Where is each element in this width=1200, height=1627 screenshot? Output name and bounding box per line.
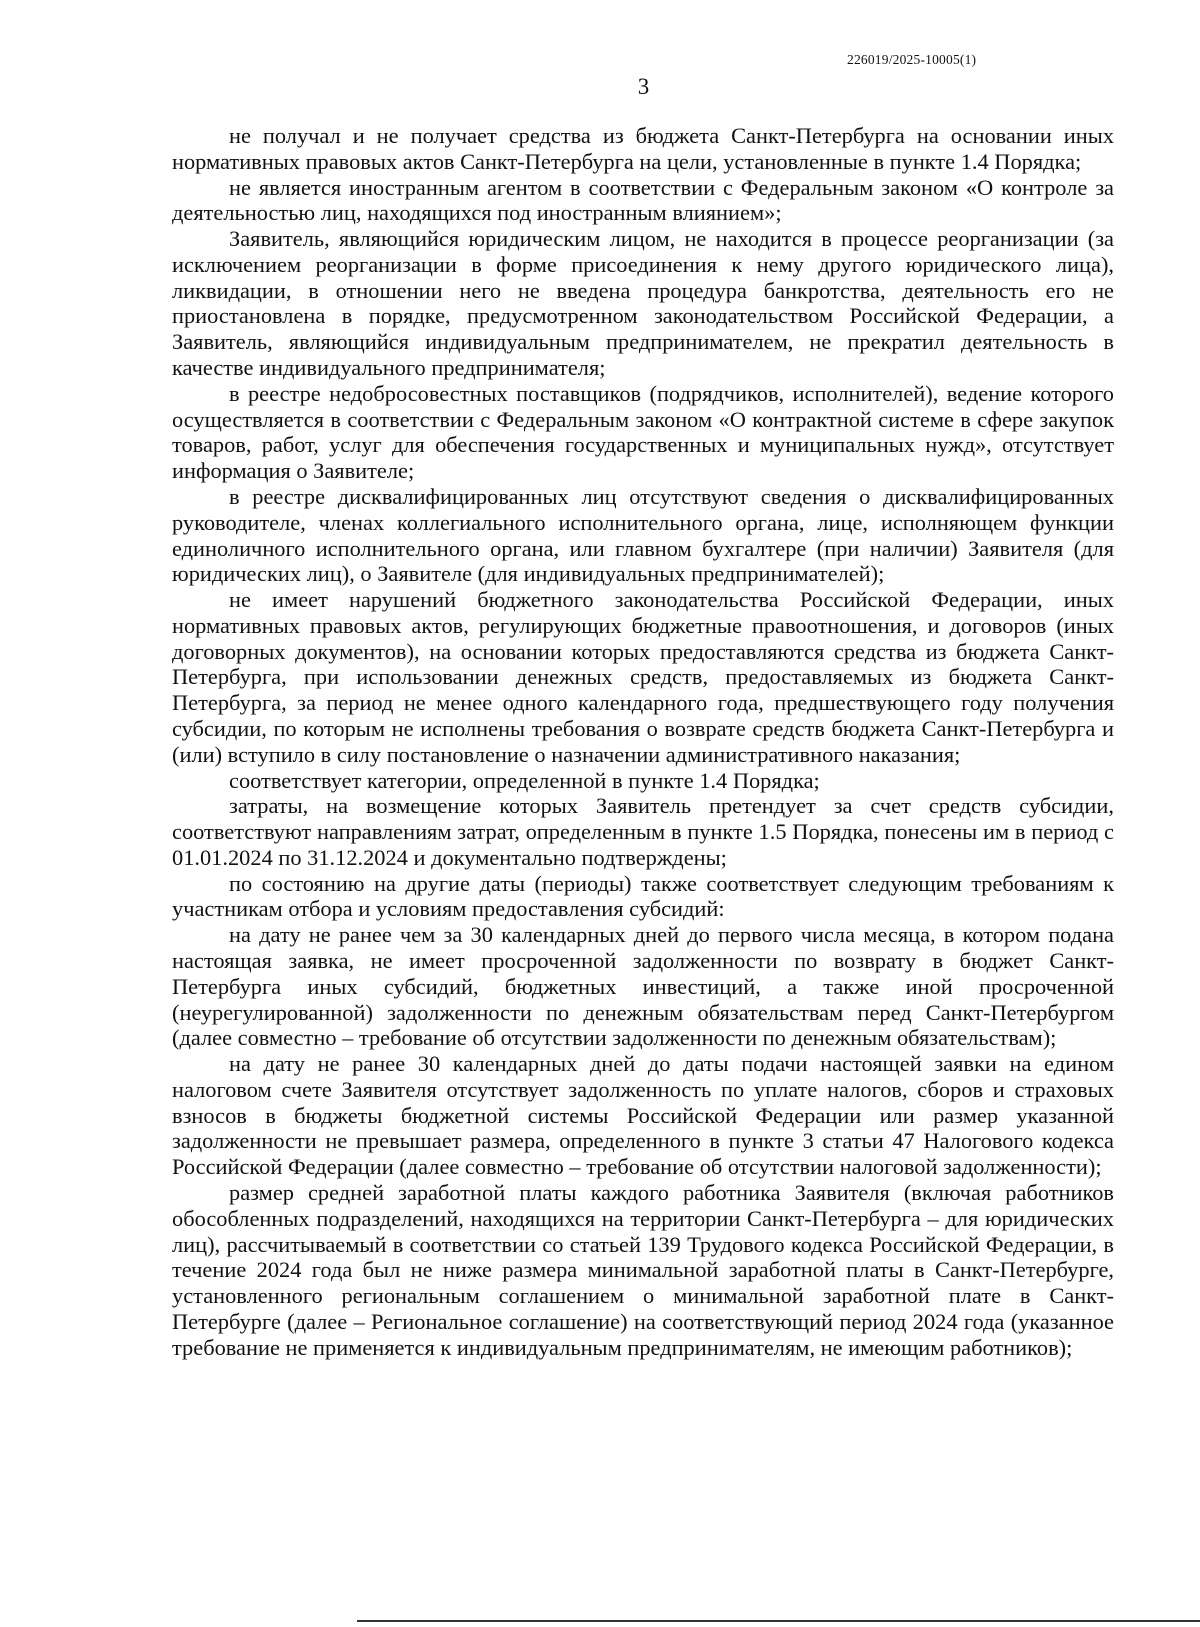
paragraph: в реестре дисквалифицированных лиц отсутствуют сведения о дисквалифицированных руководителе, членах коллегиального исполнительного органа, лице, исполняющем функции единоличного исполнительного органа, или главном бухгалтере (при наличии) Заявителя (для юридических лиц), о Заявителе (для индивидуальных предпринимателей); xyxy=(172,483,1114,587)
paragraph: не является иностранным агентом в соответствии с Федеральным законом «О контроле за деятельностью лиц, находящихся под иностранным влиянием»; xyxy=(172,174,1114,226)
paragraph: соответствует категории, определенной в пункте 1.4 Порядка; xyxy=(229,767,820,793)
paragraph: на дату не ранее чем за 30 календарных дней до первого числа месяца, в котором подана настоящая заявка, не имеет просроченной задолженности по возврату в бюджет Санкт-Петербурга иных субсидий, бюджетных инвестиций, а также иной просроченной (неурегулированной) задолженности по денежным обязательствам перед Санкт-Петербургом (далее совместно – требование об отсутствии задолженности по денежным обязательствам); xyxy=(172,922,1114,1051)
paragraph: не получал и не получает средства из бюджета Санкт-Петербурга на основании иных нормативных правовых актов Санкт-Петербурга на цели, установленные в пункте 1.4 Порядка; xyxy=(172,123,1114,174)
paragraph: по состоянию на другие даты (периоды) также соответствует следующим требованиям к участникам отбора и условиям предоставления субсидий: xyxy=(172,870,1114,922)
page-number: 3 xyxy=(637,74,650,99)
paragraph: Заявитель, являющийся юридическим лицом, не находится в процессе реорганизации (за исключением реорганизации в форме присоединения к нему другого юридического лица), ликвидации, в отношении него не введена процедура банкротства, деятельность его не приостановлена в порядке, предусмотренном законодательством Российской Федерации, а Заявитель, являющийся индивидуальным предпринимателем, не прекратил деятельность в качестве индивидуального предпринимателя; xyxy=(172,226,1114,381)
paragraph: на дату не ранее 30 календарных дней до даты подачи настоящей заявки на едином налоговом счете Заявителя отсутствует задолженность по уплате налогов, сборов и страховых взносов в бюджеты бюджетной системы Российской Федерации или размер указанной задолженности не превышает размера, определенного в пункте 3 статьи 47 Налогового кодекса Российской Федерации (далее совместно – требование об отсутствии налоговой задолженности); xyxy=(172,1051,1114,1180)
scan-edge-line xyxy=(357,1620,1200,1622)
document-id: 226019/2025-10005(1) xyxy=(847,52,977,67)
document-body xyxy=(172,123,1114,1361)
paragraph: не имеет нарушений бюджетного законодательства Российской Федерации, иных нормативных правовых актов, регулирующих бюджетные правоотношения, и договоров (иных договорных документов), на основании которых предоставляются средства из бюджета Санкт-Петербурга, при использовании денежных средств, предоставляемых из бюджета Санкт-Петербурга, за период не менее одного календарного года, предшествующего году получения субсидии, по которым не исполнены требования о возврате средств бюджета Санкт-Петербурга и (или) вступило в силу постановление о назначении административного наказания; xyxy=(172,587,1114,767)
paragraph: затраты, на возмещение которых Заявитель претендует за счет средств субсидии, соответствуют направлениям затрат, определенным в пункте 1.5 Порядка, понесены им в период с 01.01.2024 по 31.12.2024 и документально подтверждены; xyxy=(172,793,1114,870)
paragraph: в реестре недобросовестных поставщиков (подрядчиков, исполнителей), ведение которого осуществляется в соответствии с Федеральным законом «О контрактной системе в сфере закупок товаров, работ, услуг для обеспечения государственных и муниципальных нужд», отсутствует информация о Заявителе; xyxy=(172,380,1114,484)
paragraph: размер средней заработной платы каждого работника Заявителя (включая работников обособленных подразделений, находящихся на территории Санкт-Петербурга – для юридических лиц), рассчитываемый в соответствии со статьей 139 Трудового кодекса Российской Федерации, в течение 2024 года был не ниже размера минимальной заработной платы в Санкт-Петербурге, установленного региональным соглашением о минимальной заработной плате в Санкт-Петербурге (далее – Региональное соглашение) на соответствующий период 2024 года (указанное требование не применяется к индивидуальным предпринимателям, не имеющим работников); xyxy=(172,1180,1114,1360)
